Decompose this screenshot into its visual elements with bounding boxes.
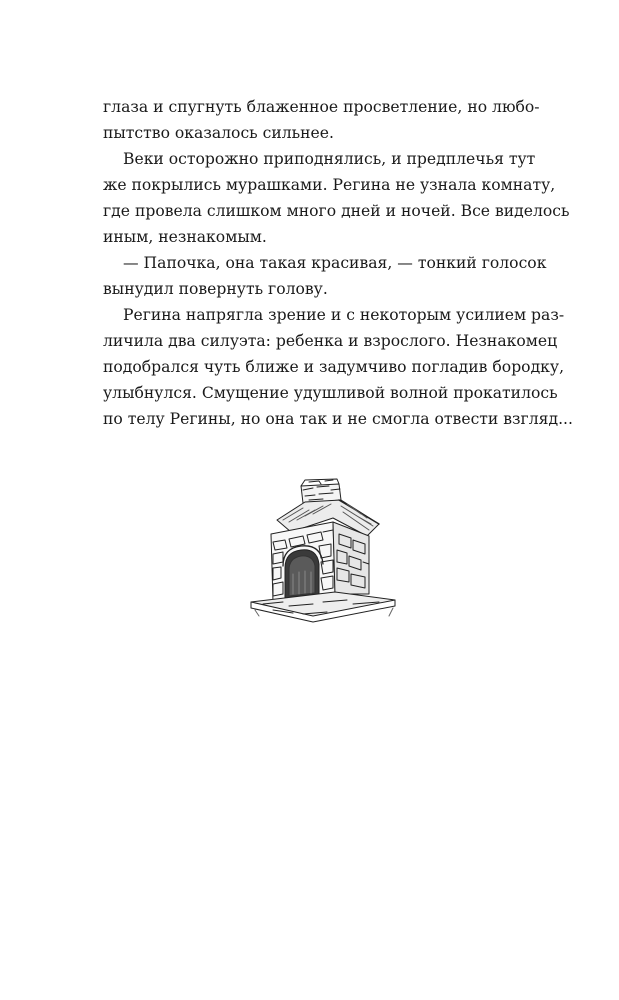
text-line: пытство оказалось сильнее.: [103, 124, 334, 142]
text-line: по телу Регины, но она так и не смогла отвести взгляд...: [103, 410, 573, 428]
text-line: Регина напрягла зрение и с некоторым усилием раз-: [123, 306, 565, 324]
text-line: Веки осторожно приподнялись, и предплечья тут: [123, 150, 536, 168]
text-line: личила два силуэта: ребенка и взрослого. Незнакомец: [103, 332, 558, 350]
text-line: же покрылись мурашками. Регина не узнала комнату,: [103, 176, 556, 194]
paragraph-2: [103, 146, 570, 250]
paragraph-3: [103, 250, 547, 302]
text-line: вынудил повернуть голову.: [103, 280, 328, 298]
text-line: — Папочка, она такая красивая, — тонкий голосок: [123, 254, 547, 272]
paragraph-1: [103, 94, 540, 146]
text-line: подобрался чуть ближе и задумчиво погладив бородку,: [103, 358, 565, 376]
text-line: улыбнулся. Смущение удушливой волной прокатилось: [103, 384, 558, 402]
paragraph-4: [103, 302, 573, 432]
text-line: где провела слишком много дней и ночей. Все виделось: [103, 202, 570, 220]
stone-fireplace-icon: [243, 476, 403, 624]
text-line: глаза и спугнуть блаженное просветление, но любо-: [103, 98, 540, 116]
text-body: [103, 94, 573, 432]
text-line: иным, незнакомым.: [103, 228, 267, 246]
